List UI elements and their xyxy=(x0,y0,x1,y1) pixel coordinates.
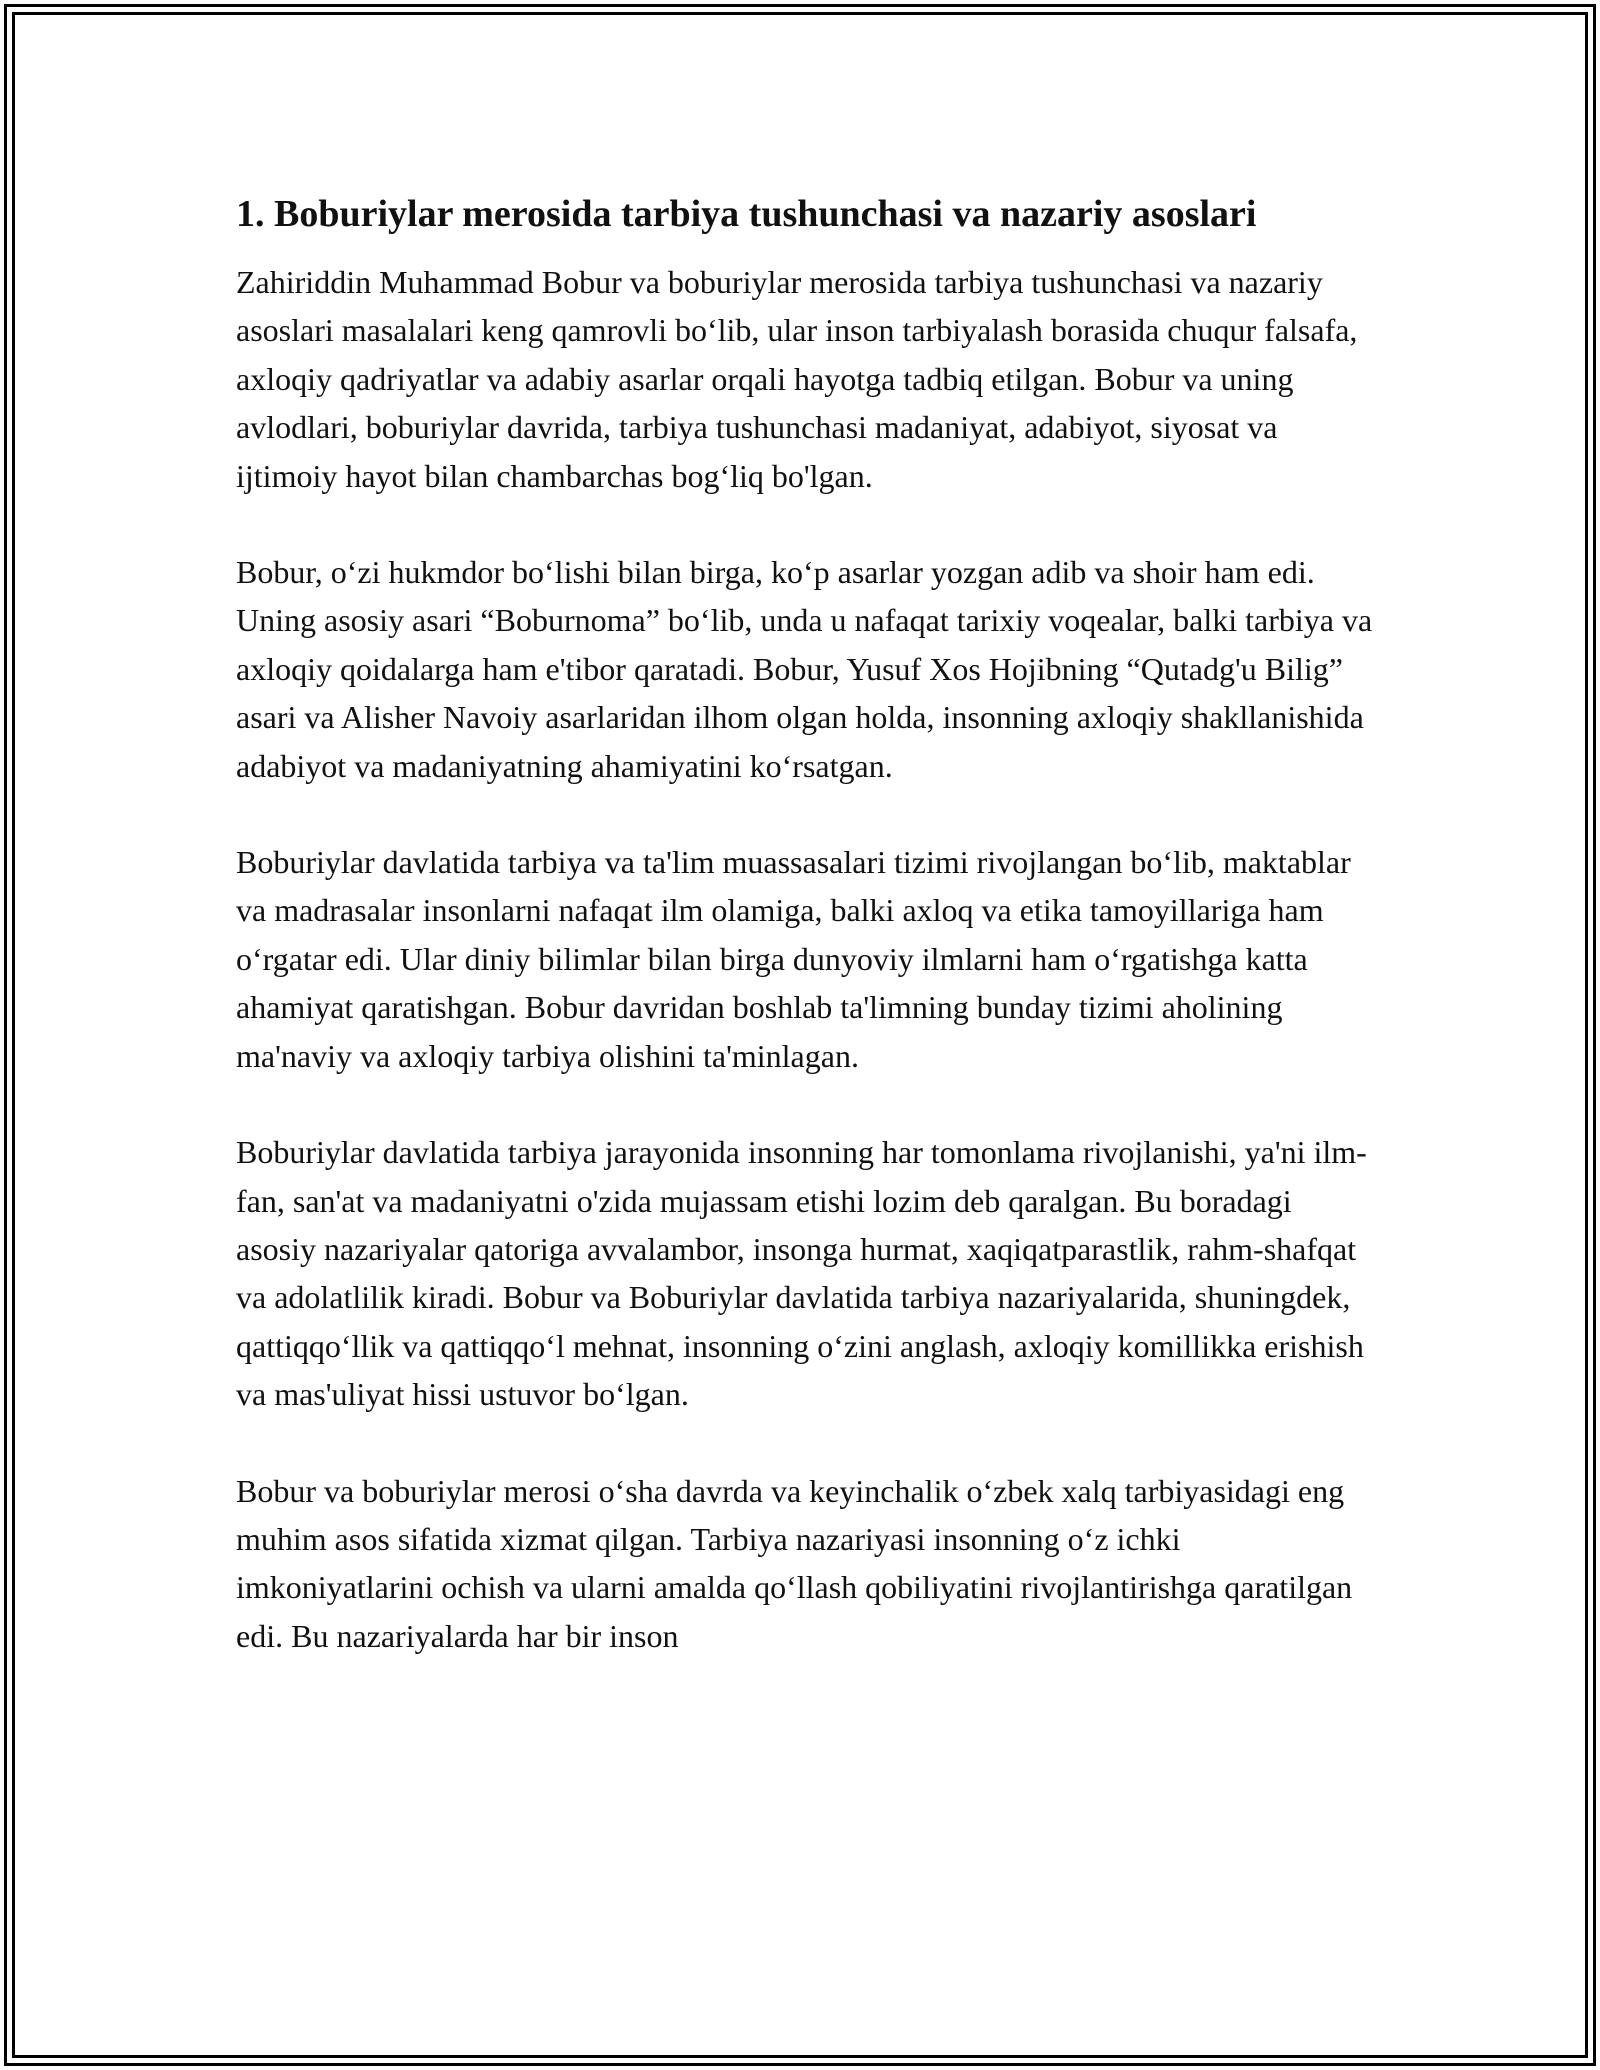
section-title: 1. Boburiylar merosida tarbiya tushunchasi va nazariy asoslari xyxy=(236,193,1257,235)
paragraph-3: Boburiylar davlatida tarbiya va ta'lim muassasalari tizimi rivojlangan bo‘lib, maktablar va madrasalar insonlarni nafaqat ilm olamiga, balki axloq va etika tamoyillariga ham o‘rgatar edi. Ular diniy bilimlar bilan birga dunyoviy ilmlarni ham o‘rgatishga katta ahamiyat qaratishgan. Bobur davridan boshlab ta'limning bunday tizimi aholining ma'naviy va axloqiy tarbiya olishini ta'minlagan. xyxy=(236,844,1351,1074)
document-body xyxy=(236,188,1376,1708)
paragraph-4: Boburiylar davlatida tarbiya jarayonida insonning har tomonlama rivojlanishi, ya'ni ilm-fan, san'at va madaniyatni o'zida mujassam etishi lozim deb qaralgan. Bu boradagi asosiy nazariyalar qatoriga avvalambor, insonga hurmat, xaqiqatparastlik, rahm-shafqat va adolatlilik kiradi. Bobur va Boburiylar davlatida tarbiya nazariyalarida, shuningdek, qattiqqo‘llik va qattiqqo‘l mehnat, insonning o‘zini anglash, axloqiy komillikka erishish va mas'uliyat hissi ustuvor bo‘lgan. xyxy=(236,1134,1367,1413)
paragraph-2: Bobur, o‘zi hukmdor bo‘lishi bilan birga, ko‘p asarlar yozgan adib va shoir ham edi. Uning asosiy asari “Boburnoma” bo‘lib, unda u nafaqat tarixiy voqealar, balki tarbiya va axloqiy qoidalarga ham e'tibor qaratadi. Bobur, Yusuf Xos Hojibning “Qutadg'u Bilig” asari va Alisher Navoiy asarlaridan ilhom olgan holda, insonning axloqiy shakllanishida adabiyot va madaniyatning ahamiyatini ko‘rsatgan. xyxy=(236,554,1373,784)
paragraph-1: Zahiriddin Muhammad Bobur va boburiylar merosida tarbiya tushunchasi va nazariy asoslari masalalari keng qamrovli bo‘lib, ular inson tarbiyalash borasida chuqur falsafa, axloqiy qadriyatlar va adabiy asarlar orqali hayotga tadbiq etilgan. Bobur va uning avlodlari, boburiylar davrida, tarbiya tushunchasi madaniyat, adabiyot, siyosat va ijtimoiy hayot bilan chambarchas bog‘liq bo'lgan. xyxy=(236,264,1358,494)
paragraph-5: Bobur va boburiylar merosi o‘sha davrda va keyinchalik o‘zbek xalq tarbiyasidagi eng muhim asos sifatida xizmat qilgan. Tarbiya nazariyasi insonning o‘z ichki imkoniyatlarini ochish va ularni amalda qo‘llash qobiliyatini rivojlantirishga qaratilgan edi. Bu nazariyalarda har bir inson xyxy=(236,1472,1353,1654)
